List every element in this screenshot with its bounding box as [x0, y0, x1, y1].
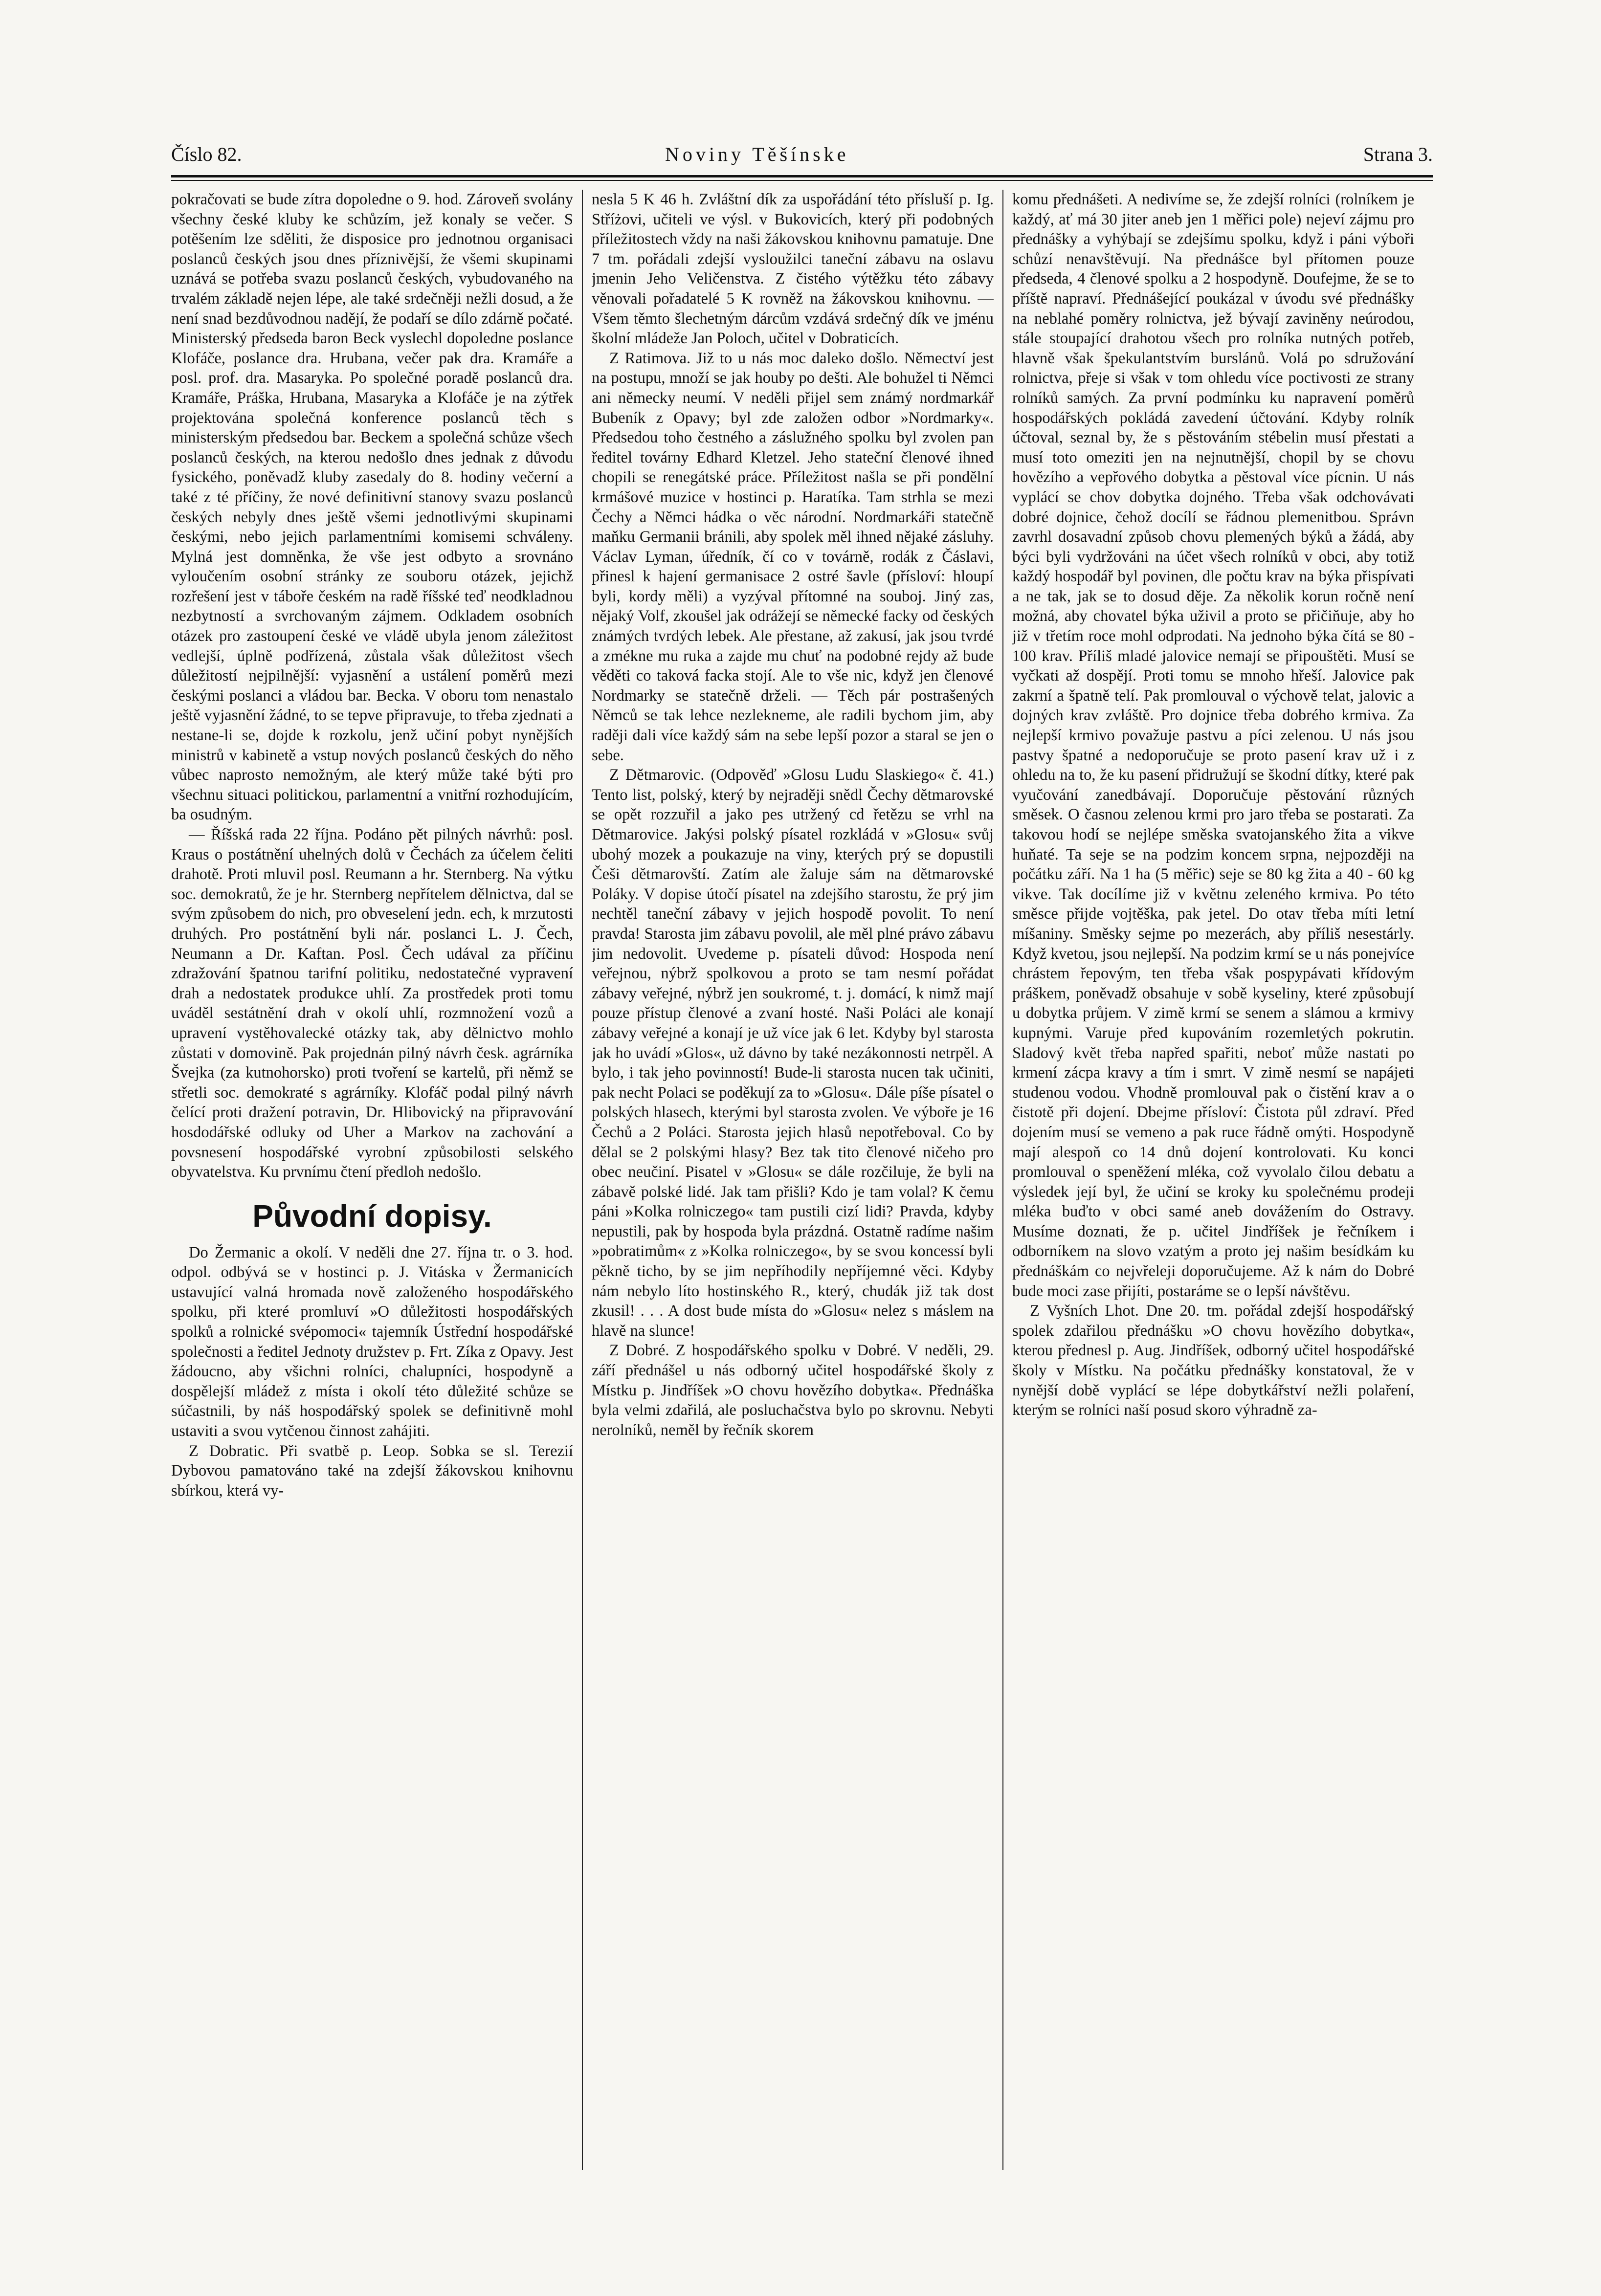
article-paragraph: Z Dobré. Z hospodářského spolku v Dobré. V neděli, 29. září přednášel u nás odborný učitel hospodářské školy z Místku p. Jindříšek »O chovu hovězího dobytka«. Přednáška byla velmi zdařilá, ale posluchačstva bylo po skrovnu. Nebyti nerolníků, neměl by řečník skorem [592, 1342, 994, 1439]
section-title: Původní dopisy. [252, 1198, 492, 1234]
article-paragraph: — Říšská rada 22 října. Podáno pět pilných návrhů: posl. Kraus o postátnění uhelných dolů v Čechách za účelem čeliti drahotě. Proti mluvil posl. Reumann a hr. Sternberg. Na výtku soc. demokratů, že je hr. Sternberg nepřítelem dělnictva, dal se svým způsobem do nich, pro obveselení jedn. ech, k mrzutosti druhých. Pro postátnění byli nár. poslanci L. J. Čech, Neumann a Dr. Kaftan. Posl. Čech udával za příčinu zdražování špatnou tarifní politiku, nedostatečné vypravení drah a nedostatek produkce uhlí. Za prostředek proti tomu uváděl sestátnění drah v okolí uhlí, rozmnožení vozů a upravení vystěhovalecké otázky tak, aby dělnictvo mohlo zůstati v domovině. Pak projednán pilný návrh česk. agrárníka Švejka (za kutnohorsko) proti tvoření se kartelů, při němž se střetli soc. demokraté s agrárníky. Klofáč podal pilný návrh čelící proti dražení potravin, Dr. Hlibovický na připravování hosdodářské odluky od Uher a Markov na zachování a povsnesení hospodářské vyrobní způsobilosti selského obyvatelstva. Ku prvnímu čtení předloh nedošlo. [171, 826, 573, 1181]
article-paragraph: Do Žermanic a okolí. V neděli dne 27. října tr. o 3. hod. odpol. odbývá se v hostinci p. J. Vitáska v Žermanicích ustavující valná hromada nově založeného hospodářského spolku, při které promluví »O důležitosti hospodářských spolků a rolnické svépomoci« tajemník Ústřední hospodářské společnosti a ředitel Jednoty družstev p. Frt. Zíka z Opavy. Jest žádoucno, aby všichni rolníci, chalupníci, hospodyně a dospělejší mládež z místa i okolí této důležité schůze se súčastnili, by náš hospodářský spolek se definitivně mohl ustaviti a svou vytčenou činnost zahájiti. [171, 1243, 573, 1440]
column-divider [582, 190, 583, 2170]
header-rule [171, 175, 1433, 177]
article-paragraph: nesla 5 K 46 h. Zvláštní dík za uspořádání této přísluší p. Ig. Stříżovi, učiteli ve výsl. v Bukovicích, který při podobných příležitostech vždy na naši žákovskou knihovnu pamatuje. Dne 7 tm. pořádali zdejší vysloužilci taneční zábavu na oslavu jmenin Jeho Veličenstva. Z čistého výtěžku této zábavy věnovali pořadatelé 5 K rovněž na žákovskou knihovnu. — Všem těmto šlechetným dárcům vzdává srdečný dík ve jménu školní mládeže Jan Poloch, učitel v Dobraticích. [592, 191, 994, 348]
column-2 [592, 190, 994, 2243]
page-number: Strana 3. [1363, 143, 1433, 165]
header-rule-thin [171, 180, 1433, 181]
column-1 [171, 190, 573, 2243]
column-3 [1012, 190, 1414, 2243]
article-paragraph: Z Dobratic. Při svatbě p. Leop. Sobka se sl. Terezií Dybovou pamatováno také na zdejší žákovskou knihovnu sbírkou, která vy- [171, 1442, 573, 1500]
article-paragraph: pokračovati se bude zítra dopoledne o 9. hod. Zároveň svolány všechny české kluby ke schůzím, jež konaly se večer. S potěšením lze sděliti, že disposice pro jednotnou organisaci poslanců českých jsou dnes příznivější, že všemi skupinami uznává se potřeba svazu poslanců českých, vybudovaného na trvalém základě nejen lépe, ale také srdečněji nežli dosud, a že není snad bezdůvodnou nadějí, že podaří se dílo zdárně počaté. Ministerský předseda baron Beck vyslechl dopoledne poslance Klofáče, poslance dra. Hrubana, večer pak dra. Kramáře a posl. prof. dra. Masaryka. Po společné poradě poslanců dra. Kramáře, Práška, Hrubana, Masaryka a Klofáče je na zýtřek projektována společná konference poslanců těch s ministerským předsedou bar. Beckem a společná schůze všech poslanců českých, na kterou nedošlo dnes jednak z důvodu fysického, poněvadž kluby zasedaly do 8. hodiny večerní a také z té příčiny, že nové definitivní stanovy svazu poslanců českých nebyly dnes ještě všemi jednotlivými skupinami českými, nebo jejich parlamentními komisemi schváleny. Mylná jest domněnka, že vše jest odbyto a srovnáno vyloučením osobní stránky ze souboru otázek, jejichž rozřešení jest v táboře českém na radě říšské teď neodkladnou nezbytností a svrchovaným zájmem. Odkladem osobních otázek pro zastoupení české ve vládě ubyla jenom záležitost vedlejší, úplně podřízená, zůstala však důležitost všech důležitostí nejpilnější: vyjasnění a ustálení poměrů mezi českými poslanci a vládou bar. Becka. V oboru tom nenastalo ještě vyjasnění žádné, to se tepve připravuje, to třeba zjednati a nestane-li se, dojde k rozkolu, jenž učiní pobyt nynějších ministrů v kabinetě a vstup nových poslanců českých do něho vůbec naprosto nemožným, ale který může také býti pro všechnu situaci politickou, parlamentní a vnitřní rozhodujícím, ba osudným. [171, 191, 573, 824]
article-paragraph: Z Dětmarovic. (Odpověď »Glosu Ludu Slaskiego« č. 41.) Tento list, polský, který by nejraději snědl Čechy dětmarovské se opět rozzuřil a jako pes utržený cd řetězu se vrhl na Dětmarovice. Jakýsi polský písatel rozkládá v »Glosu« svůj ubohý mozek a poukazuje na viny, kterých prý se dopustili Češi dětmarovští. Zatím ale žaluje sám na dětmarovské Poláky. V dopise útočí písatel na zdejšího starostu, že prý jim nechtěl taneční zábavy v jejich hospodě povolit. To není pravda! Starosta jim zábavu povolil, ale měl plné právo zábavu jim nedovolit. Uvedeme p. písateli důvod: Hospoda není veřejnou, nýbrž spolkovou a proto se tam nesmí pořádat zábavy veřejné, nýbrž jen soukromé, t. j. domácí, k nimž mají pouze přístup členové a zvaní hosté. Naši Poláci ale konají zábavy veřejné a konají je už více jak 6 let. Kdyby byl starosta jak ho uvádí »Glos«, už dávno by také nezákonnosti netrpěl. A bylo, i tak jeho povinností! Bude-li starosta nucen tak učiniti, pak necht Polaci se poděkují za to »Glosu«. Dále píše písatel o polských hlasech, kterými byl starosta zvolen. Ve výboře je 16 Čechů a 2 Poláci. Starosta jejich hlasů nepotřeboval. Co by dělal se 2 polskými hlasy? Bez tak tito členové ničeho pro obec neučiní. Pisatel v »Glosu« se dále rozčiluje, že byli na zábavě polské lidé. Jak tam přišli? Kdo je tam volal? K čemu páni »Kolka rolniczego« tam pustili cizí lidi? Pravda, kdyby nepustili, pak by hospoda byla prázdná. Ostatně radíme našim »pobratimům« z »Kolka rolniczego«, by se svou koncessí byli pěkně ticho, by se jim nepříhodily nepříjemné věci. Kdyby nám nebylo líto hostinského R., který, chudák již tak dost zkusil! . . . A dost bude místa do »Glosu« nelez s máslem na hlavě na slunce! [592, 766, 994, 1340]
column-divider [1002, 190, 1003, 2170]
article-paragraph: Z Vyšních Lhot. Dne 20. tm. pořádal zdejší hospodářský spolek zdařilou přednášku »O chovu hovězího dobytka«, kterou přednesl p. Aug. Jindříšek, odborný učitel hospodářské školy v Místku. Na počátku přednášky konstatoval, že v nynější době vyplácí se lépe dobytkářství nežli polaření, kterým se rolníci naší posud skoro výhradně za- [1012, 1302, 1414, 1419]
issue-number: Číslo 82. [171, 143, 242, 165]
article-paragraph: komu přednášeti. A nedivíme se, že zdejší rolníci (rolníkem je každý, ať má 30 jiter aneb jen 1 měřici pole) nejeví zájmu pro přednášky a vyhýbají se zdejšímu spolku, když i páni výboři schůzí nenavštěvují. Na přednášce byl přítomen pouze předseda, 4 členové spolku a 2 hospodyně. Doufejme, že se to příště napraví. Přednášející poukázal v úvodu své přednášky na neblahé poměry rolnictva, jež bývají zaviněny neúrodou, stále stoupající drahotou všech pro rolníka nutných potřeb, hlavně však špekulantstvím burslánů. Volá po sdružování rolnictva, přeje si však v tom ohledu více poctivosti ze strany rolníků samých. Za první podmínku ku napravení poměrů hospodářských pokládá zavedení účtování. Kdyby rolník účtoval, seznal by, že s pěstováním stébelin musí přestati a musí toto omeziti jen na nejnutnější, chopil by se chovu hovězího a vepřového dobytka a pěstoval více pícnin. U nás vyplácí se chov dobytka dojného. Třeba však odchovávati dobré dojnice, čehož docílí se řádnou plemenitbou. Správn zavrhl dosavadní způsob chovu plemených býků a žádá, aby býci byli vydržováni na účet všech rolníků v obci, aby totiž každý hospodář byl povinen, dle počtu krav na býka přispívati a ne tak, jak se to dosud děje. Za několik korun ročně není možná, aby chovatel býka uživil a proto se přičiňuje, aby ho již v třetím roce mohl odprodati. Na jednoho býka čítá se 80 - 100 krav. Příliš mladé jalovice nemají se připouštěti. Musí se vyčkati až dospějí. Proti tomu se mnoho hřeší. Jalovice pak zakrní a špatně telí. Pak promlouval o výchově telat, jalovic a dojných krav zvláště. Pro dojnice třeba dobrého krmiva. Za nejlepší krmivo považuje pastvu a píci zelenou. U nás jsou pastvy špatné a nedoporučuje se proto pasení krav už i z ohledu na to, že ku pasení přidružují se škodní dítky, které pak vyučování zanedbávají. Doporučuje pěstování různých směsek. O časnou zelenou krmi pro jaro třeba se postarati. Za takovou hodí se nejlépe směska svatojanského žita a vikve huňaté. Ta seje se na podzim koncem srpna, nejpozději na počátku září. Na 1 ha (5 měřic) seje se 80 kg žita a 40 - 60 kg vikve. Tak docílíme již v květnu zeleného krmiva. Po této směsce přijde vojtěška, pak jetel. Do otav třeba míti letní míšaniny. Směsky sejme po mezerách, aby příliš nesestárly. Když kvetou, jsou nejlepší. Na podzim krmí se u nás ponejvíce chrástem řepovým, ten třeba však pospypávati křídovým práškem, poněvadž obsahuje v sobě kyseliny, které způsobují u dobytka průjem. V zimě krmí se senem a slámou a krmivy kupnými. Varuje před kupováním rozemletých pokrutin. Sladový květ třeba napřed spařiti, neboť může nastati po krmení zácpa kravy a tím i smrt. V zimě nesmí se napájeti studenou vodou. Vhodně promlouval pak o čistění krav a o čistotě při dojení. Dbejme přísloví: Čistota půl zdraví. Před dojením musí se vemeno a pak ruce řádně omýti. Hospodyně mají alespoň co 14 dnů dojení kontrolovati. Ku konci promlouval o speněžení mléka, což vyvolalo čilou debatu a výsledek její byl, že učiní se kroky ku společnému prodeji mléka buďto v obci samé aneb dovážením do Ostravy. Musíme doznati, že p. učitel Jindříšek je řečníkem i odborníkem na slovo vzatým a proto jej našim besídkám ku přednáškám co nejvřeleji doporučujeme. Až k nám do Dobré bude moci zase přijíti, postaráme se o lepší návštěvu. [1012, 191, 1414, 1300]
article-paragraph: Z Ratimova. Již to u nás moc daleko došlo. Němectví jest na postupu, množí se jak houby po dešti. Ale bohužel ti Němci ani německy neumí. V neděli přijel sem známý nordmarkář Bubeník z Opavy; byl zde založen odbor »Nordmarky«. Předsedou toho čestného a záslužného spolku byl zvolen pan ředitel továrny Edhard Kletzel. Jeho stateční členové ihned chopili se renegátské práce. Příležitost našla se při pondělní krmášové muzice v hostinci p. Haratíka. Tam strhla se mezi Čechy a Němci hádka o věc národní. Nordmarkáři statečně maňku Germanii bránili, aby spolek měl ihned nějaké zásluhy. Václav Lyman, úředník, čí co v továrně, rodák z Čáslavi, přinesl k hajení germanisace 2 ostré šavle (přísloví: hloupí byli, kordy měli) a vyzýval přítomné na souboj. Jiný zas, nějaký Volf, zkoušel jak odrážejí se německé facky od českých známých tvrdých lebek. Ale přestane, až zakusí, jak jsou tvrdé a zmékne mu ruka a zajde mu chuť na podobné rejdy až bude věděti co taková facka stojí. Ale to vše nic, když jen členové Nordmarky se statečně drželi. — Těch pár postrašených Němců se tak lehce nezlekneme, ale radili bychom jim, aby raději dali více každý sám na sebe lepší pozor a staral se jen o sebe. [592, 349, 994, 764]
page-header [171, 143, 1433, 172]
newspaper-title: Noviny Těšínske [665, 143, 849, 165]
